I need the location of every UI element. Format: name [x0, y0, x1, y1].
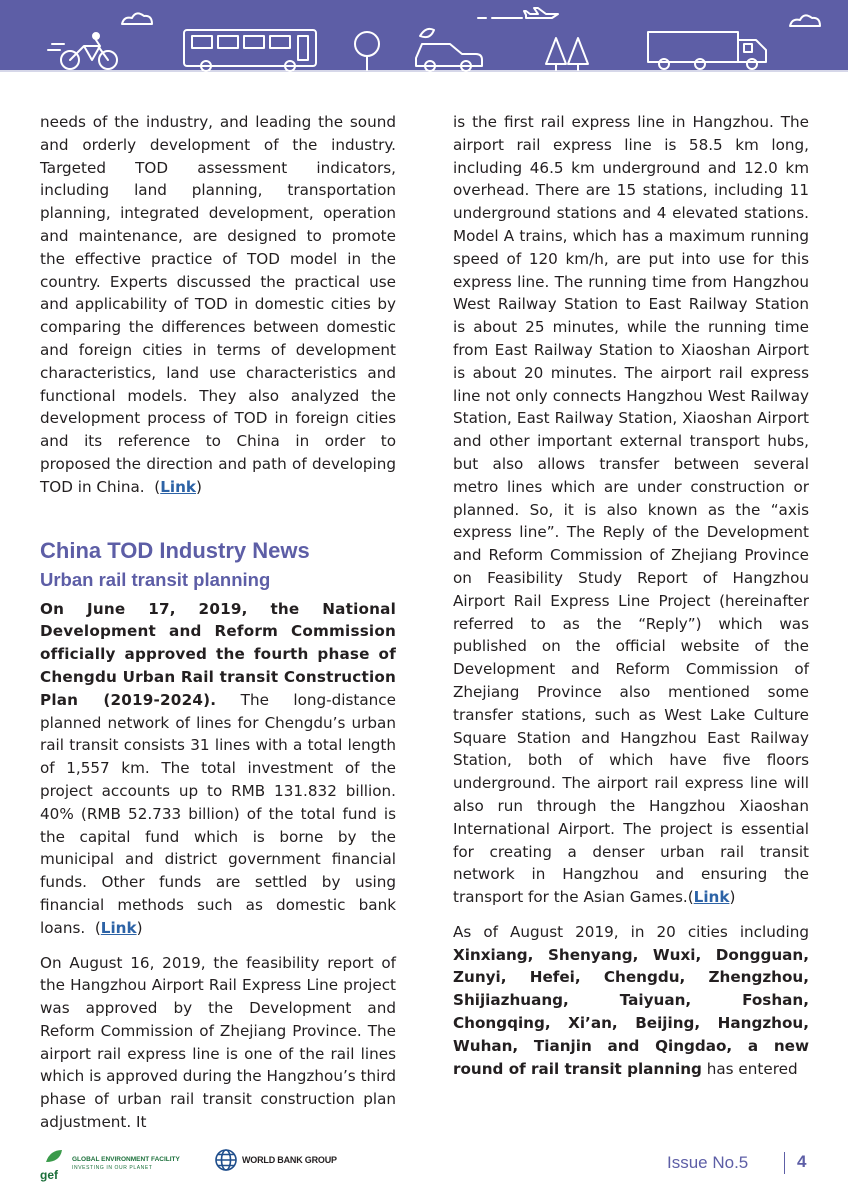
left-column — [40, 111, 396, 1134]
gef-mark-text: gef — [40, 1168, 58, 1182]
globe-icon — [214, 1148, 238, 1172]
paragraph-text: has entered — [701, 1059, 798, 1078]
source-link[interactable]: Link — [160, 477, 197, 496]
footer-divider — [784, 1152, 785, 1174]
paragraph-text: As of August 2019, in 20 cities including — [453, 922, 809, 941]
tree-icon — [355, 32, 379, 70]
section-title: China TOD Industry News — [40, 537, 310, 563]
paragraph-text: The long-distance planned network of lines for Chengdu’s urban rail transit consists 31 lines with a total length of 1,557 km. The total investment of the project accounts up to RMB 131.832 billion. 40% (RMB 52.733 billion) of the total fund is the capital fund which is borne by the municipal and district government financial funds. Other funds are settled by using financial methods such as domestic bank loans. ( — [40, 690, 396, 937]
paragraph — [40, 952, 396, 1134]
lead-sentence: On June 17, 2019, the National Development and Reform Commission officially approved the fourth phase of Chengdu Urban Rail transit Construction Plan (2019-2024). — [40, 599, 396, 709]
paren-close: ) — [136, 918, 143, 937]
gef-logo — [40, 1148, 200, 1184]
world-bank-logo — [214, 1148, 344, 1174]
paren-close: ) — [729, 888, 736, 907]
bicycle-icon — [48, 33, 117, 69]
pine-trees-icon — [546, 38, 588, 70]
header-banner — [0, 0, 848, 72]
airplane-icon — [478, 8, 558, 18]
source-link[interactable]: Link — [693, 888, 730, 907]
city-list: Xinxiang, Shenyang, Wuxi, Dongguan, Zunyi, Hefei, Chengdu, Zhengzhou, Shijiazhuang, Taiyuan, Foshan, Chongqing, Xi’an, Beijing, Hangzhou, Wuhan, Tianjin and Qingdao, a new round of rail transit planning — [453, 945, 809, 1078]
paragraph-text: is the first rail express line in Hangzhou. The airport rail express line is 58.5 km long, including 46.5 km underground and 12.0 km overhead. There are 15 stations, including 11 underground stations and 4 elevated stations. Model A trains, which has a maximum running speed of 120 km/h, are put into use for this express line. The running time from Hangzhou West Railway Station to East Railway Station is about 25 minutes, while the running time from East Railway Station to Xiaoshan Airport is about 20 minutes. The airport rail express line not only connects Hangzhou West Railway Station, East Railway Station, Xiaoshan Airport and other important external transport hubs, but also allows transfer between several metro lines which are under construction or planned. So, it is also known as the “axis express line”. The Reply of the Development and Reform Commission of Zhejiang Province on Feasibility Study Report of Hangzhou Airport Rail Express Line Project (hereinafter referred to as the “Reply”) which was published on the official website of the Development and Reform Commission of Zhejiang Province also mentioned some transfer stations, such as West Lake Culture Square Station and Hangzhou East Railway Station, both of which have five floors underground. The airport rail express line will also run through the Hangzhou Xiaoshan International Airport. The project is essential for creating a denser urban rail transit network in Hangzhou and ensuring the transport for the Asian Games.( — [453, 113, 809, 907]
page-number: 4 — [797, 1152, 807, 1171]
gef-leaf-icon — [40, 1148, 68, 1182]
paragraph — [40, 598, 396, 940]
paragraph — [453, 921, 809, 1081]
paragraph — [453, 111, 809, 909]
source-link[interactable]: Link — [100, 918, 137, 937]
cloud-icon — [790, 15, 820, 26]
right-column — [453, 111, 809, 1080]
truck-icon — [648, 32, 766, 69]
paragraph-text: needs of the industry, and leading the sound and orderly development of the industry. Targeted TOD assessment indicators, including land planning, transportation planning, integrated development, operation and maintenance, are designed to promote the effective practice of TOD model in the country. Experts discussed the practical use and applicability of TOD in domestic cities by comparing the differences between domestic and foreign cities in terms of development characteristics, land use characteristics and functional models. They also analyzed the development process of TOD in foreign cities and its reference to China in order to proposed the direction and path of developing TOD in China. ( — [40, 113, 396, 496]
bus-icon — [184, 30, 316, 71]
gef-tagline: INVESTING IN OUR PLANET — [72, 1165, 153, 1171]
world-bank-name: WORLD BANK GROUP — [242, 1155, 337, 1165]
subsection-title: Urban rail transit planning — [40, 568, 271, 590]
car-icon — [416, 29, 482, 71]
issue-label: Issue No.5 — [667, 1153, 749, 1172]
paragraph-text: On August 16, 2019, the feasibility report of the Hangzhou Airport Rail Express Line project was approved by the Development and Reform Commission of Zhejiang Province. The airport rail express line is one of the rail lines which is approved during the Hangzhou’s third phase of urban rail transit construction plan adjustment. It — [40, 953, 396, 1132]
paragraph — [40, 111, 396, 499]
footer — [0, 1140, 848, 1200]
paren-close: ) — [196, 477, 202, 496]
cloud-icon — [122, 13, 152, 24]
gef-name: GLOBAL ENVIRONMENT FACILITY — [72, 1156, 180, 1163]
